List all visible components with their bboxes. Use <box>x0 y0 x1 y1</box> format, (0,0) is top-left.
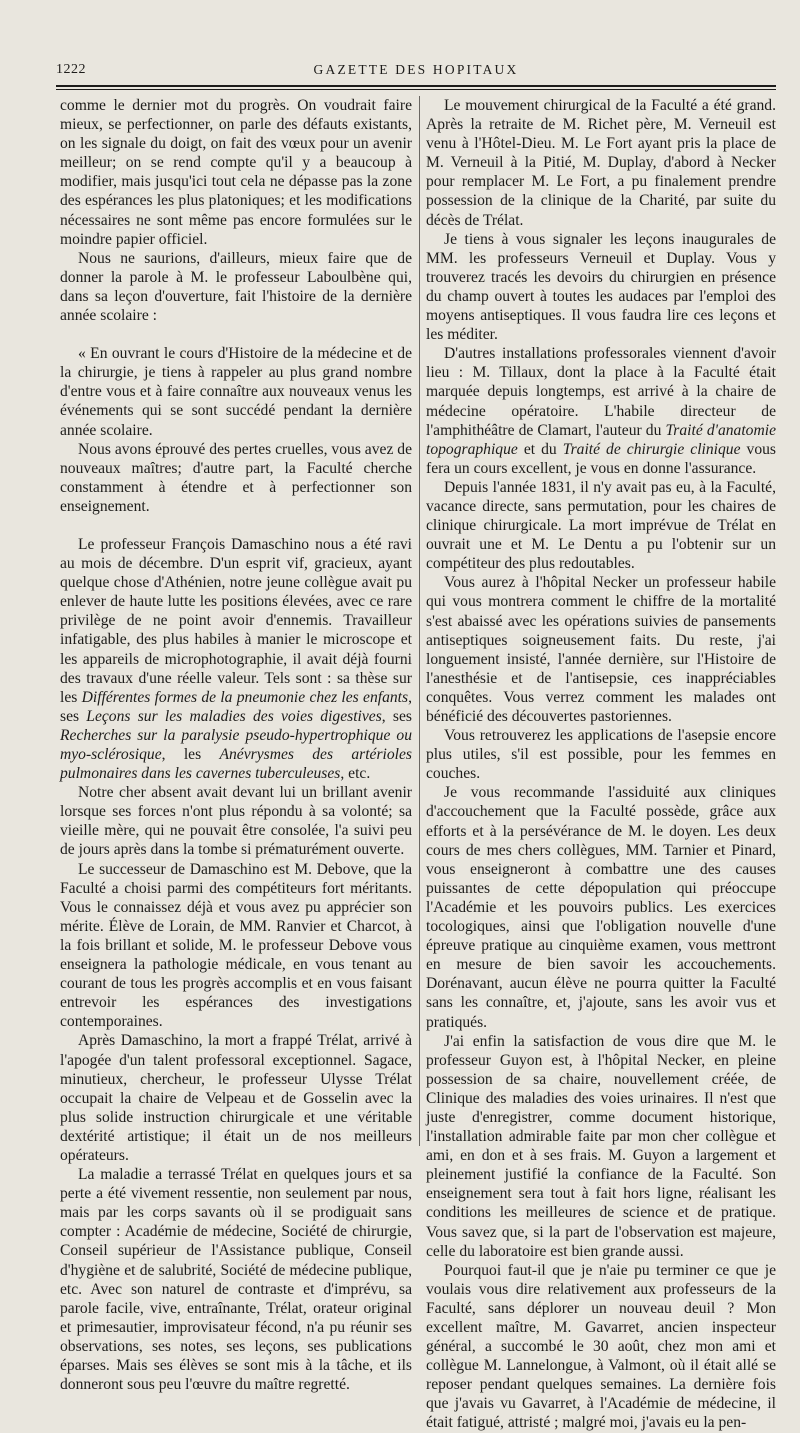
paragraph: Notre cher absent avait devant lui un brillant avenir lorsque ses forces n'ont plus répondu à sa volonté; sa vieille mère, qui ne pouvait être consolée, l'a suivi peu de jours après dans la tombe si prématurément ouverte. <box>60 784 412 859</box>
paragraph: Vous aurez à l'hôpital Necker un professeur habile qui vous montrera comment le chiffre de la mortalité s'est abaissé avec les opérations suivies de pansements antiseptiques soigneusement faits. Du reste, j'ai longuement insisté, l'année dernière, sur l'Histoire de l'anesthésie et de l'antisepsie, ces inappréciables conquêtes. Vous verrez comment les malades ont bénéficié des découvertes pastoriennes. <box>426 574 776 725</box>
paragraph: Pourquoi faut-il que je n'aie pu terminer ce que je voulais vous dire relativement aux professeurs de la Faculté, sans déplorer un nouveau deuil ? Mon excellent maître, M. Gavarret, ancien inspecteur général, a succombé le 30 août, chez mon ami et collègue M. Lannelongue, à Valmont, où il était allé se reposer pendant quelques semaines. La dernière fois que j'avais vu Gavarret, à l'Académie de médecine, il était fatigué, attristé ; malgré moi, j'avais eu la pen- <box>426 1261 776 1432</box>
paragraph: Le mouvement chirurgical de la Faculté a été grand. Après la retraite de M. Richet père, M. Verneuil est venu à l'Hôtel-Dieu. M. Le Fort ayant pris la place de M. Verneuil à la Pitié, M. Duplay, d'abord à Necker pour remplacer M. Le Fort, a pu finalement prendre possession de la clinique de la Charité, par suite du décès de Trélat. <box>426 97 776 229</box>
text-run: vous fera un cours excellent, je vous en donne l'assurance. <box>426 440 777 477</box>
work-title: Traité de chirurgie clinique <box>562 440 741 458</box>
work-title: Traité d'anatomie topographique <box>426 421 776 458</box>
text-run: D'autres installations professorales viennent d'avoir lieu : M. Tillaux, dont la place à la Faculté était marquée depuis longtemps, est arrivé à la chaire de médecine opératoire. L'habile directeur de l'amphithéâtre de Clamart, l'auteur du <box>426 345 776 439</box>
paragraph: La maladie a terrassé Trélat en quelques jours et sa perte a été vivement ressentie, non seulement par nous, mais par les corps savants où il se prodiguait sans compter : Académie de médecine, Société de chirurgie, Conseil supérieur de l'Assistance publique, Conseil d'hygiène et de salubrité, Société de médecine publique, etc. Avec son naturel de contraste et d'imprévu, sa parole facile, vive, entraînante, Trélat, orateur original et primesautier, improvisateur fécond, n'a pu réunir ses observations, ses notes, ses leçons, ses publications éparses. Mais ses élèves se sont mis à la tâche, et ils donneront sous peu l'œuvre du maître regretté. <box>60 1166 412 1394</box>
paragraph: J'ai enfin la satisfaction de vous dire que M. le professeur Guyon est, à l'hôpital Necker, en pleine possession de sa chaire, nouvellement créée, de Clinique des maladies des voies urinaires. Il n'est que juste d'enregistrer, comme document historique, l'installation admirable faite par mon cher collègue et ami, en don et à ses frais. M. Guyon a largement et pleinement justifié la confiance de la Faculté. Son enseignement sera tout à fait hors ligne, réalisant les conditions les meilleures de science et de pratique. Vous savez que, si la part de l'observation est majeure, celle du laboratoire est bien grande aussi. <box>426 1032 776 1260</box>
paragraph: Je tiens à vous signaler les leçons inaugurales de MM. les professeurs Verneuil et Duplay. Vous y trouverez tracés les devoirs du chirurgien en présence du champ ouvert à toutes les audaces par l'emploi des moyens antiseptiques. Il vous faudra lire ces leçons et les méditer. <box>426 230 776 344</box>
left-column <box>60 96 412 1394</box>
page-number: 1222 <box>56 62 86 77</box>
paragraph: comme le dernier mot du progrès. On voudrait faire mieux, se perfectionner, on parle des défauts existants, on les signale du doigt, on fait des vœux pour un avenir meilleur; on se rend compte qu'il y a beaucoup à modifier, mais jusqu'ici tout cela ne dépasse pas la zone des espérances les plus platoniques; et les modifications nécessaires ne sont même pas encore formulées sur le moindre papier officiel. <box>60 97 412 248</box>
text-run: , ses <box>381 707 412 725</box>
paragraph: Nous avons éprouvé des pertes cruelles, vous avez de nouveaux maîtres; d'autre part, la Faculté cherche constamment à étendre et à perfectionner son enseignement. <box>60 440 412 515</box>
header-rule-thin <box>56 89 776 90</box>
paragraph: Après Damaschino, la mort a frappé Trélat, arrivé à l'apogée d'un talent professoral exceptionnel. Sagace, minutieux, chercheur, le professeur Ulysse Trélat occupait la chaire de Velpeau et de Gosselin avec la plus solide instruction chirurgicale et une véritable dextérité artistique; il était un de nos meilleurs opérateurs. <box>60 1032 412 1164</box>
paragraph: Le successeur de Damaschino est M. Debove, que la Faculté a choisi parmi des compétiteurs fort méritants. Vous le connaissez déjà et vous avez pu apprécier son mérite. Élève de Lorain, de MM. Ranvier et Charcot, à la fois brillant et solide, M. le professeur Debove vous enseignera la pathologie médicale, en vous tenant au courant de tous les progrès accomplis et en vous faisant entrevoir les espérances des investigations contemporaines. <box>60 860 412 1031</box>
paragraph <box>426 344 776 478</box>
right-column <box>426 96 776 1433</box>
paragraph: Nous ne saurions, d'ailleurs, mieux faire que de donner la parole à M. le professeur Laboulbène qui, dans sa leçon d'ouverture, fait l'histoire de la dernière année scolaire : <box>60 249 412 325</box>
header-rule-thick <box>56 85 776 87</box>
work-title: Différentes formes de la pneumonie chez les enfants <box>81 688 409 706</box>
page-header <box>56 60 776 84</box>
running-title: GAZETTE DES HOPITAUX <box>313 62 519 77</box>
quote-paragraph: « En ouvrant le cours d'Histoire de la médecine et de la chirurgie, je tiens à rappeler au plus grand nombre d'entre vous et à faire connaître aux nouveaux venus les événements qui se sont succédé pendant la dernière année scolaire. <box>60 345 412 439</box>
column-divider <box>419 96 420 1146</box>
work-title: Recherches sur la paralysie pseudo-hypertrophique ou myo-sclérosique <box>60 726 412 763</box>
text-run: , les <box>161 746 220 763</box>
text-run: , etc. <box>340 765 371 783</box>
paragraph <box>60 535 412 783</box>
text-run: , ses <box>60 688 412 725</box>
work-title: Anévrysmes des artérioles pulmonaires dans les cavernes tuberculeuses <box>60 746 412 783</box>
text-run: Le professeur François Damaschino nous a été ravi au mois de décembre. D'un esprit vif, gracieux, ayant quelque chose d'Athénien, notre jeune collègue avait pu enlever de haute lutte les positions élevées, avec ce rare privilège de ne point avoir d'ennemis. Travailleur infatigable, des plus habiles à manier le microscope et les appareils de microphotographie, il avait déjà fourni des travaux d'une réelle valeur. Tels sont : sa thèse sur les <box>60 535 412 706</box>
text-run: et du <box>517 440 563 458</box>
paragraph: Depuis l'année 1831, il n'y avait pas eu, à la Faculté, vacance directe, sans permutation, pour les chaires de clinique chirurgicale. La mort imprévue de Trélat en ouvrait une et M. Le Dentu a pu l'obtenir sur un compétiteur des plus redoutables. <box>426 478 776 573</box>
work-title: Leçons sur les maladies des voies digestives <box>86 707 382 725</box>
paragraph: Je vous recommande l'assiduité aux cliniques d'accouchement que la Faculté possède, grâce aux efforts et à la persévérance de M. le doyen. Les deux cours de mes chers collègues, MM. Tarnier et Pinard, vous enseigneront à combattre une des causes puissantes de cette dépopulation qui préoccupe l'Académie et les pouvoirs publics. Les exercices tocologiques, ainsi que l'obligation nouvelle d'une épreuve pratique au cinquième examen, vous mettront en mesure de bien savoir les accouchements. Dorénavant, aucun élève ne pourra quitter la Faculté sans les connaître, et, j'ajoute, sans les avoir vus et pratiqués. <box>426 784 776 1031</box>
paragraph: Vous retrouverez les applications de l'asepsie encore plus utiles, s'il est possible, pour les femmes en couches. <box>426 727 776 783</box>
